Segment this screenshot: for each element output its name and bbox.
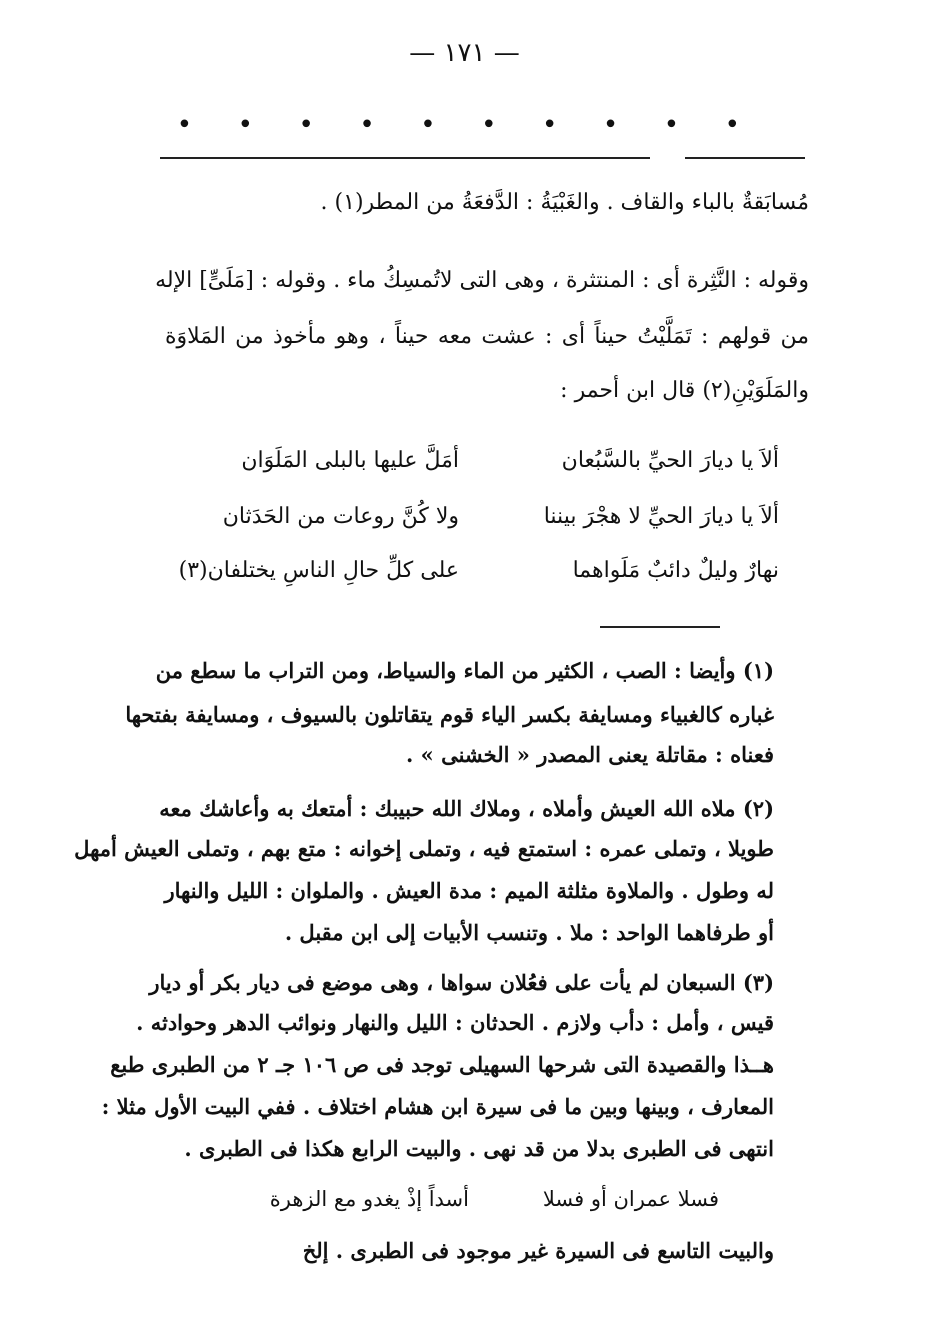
verse-first-hemistich: فسلا عمران أو فسلا [542, 1187, 719, 1211]
verse-second-hemistich: ولا كُنَّ روعات من الحَدَثان [222, 504, 459, 529]
footnote-line: أو طرفاهما الواحد : ملا . وتنسب الأبيات إلى ابن مقبل . [284, 920, 774, 945]
footnote-line: قيس ، وأمل : دأب ولازم . الحدثان : الليل والنهار ونوائب الدهر وحوادثه . [136, 1010, 774, 1035]
footnote-line: انتهى فى الطبرى بدلا من قد نهى . والبيت الرابع هكذا فى الطبرى . [184, 1136, 774, 1161]
dot: • [663, 110, 680, 140]
text-line: والمَلَوَيْنِ(٢) قال ابن أحمر : [560, 378, 809, 403]
dot: • [420, 110, 436, 140]
dot: • [237, 110, 253, 140]
dot: • [176, 110, 193, 140]
footnote-separator [600, 626, 720, 628]
dot: • [359, 110, 375, 140]
header-rule [685, 157, 805, 159]
footnote-line: (٣) السبعان لم يأت على فعُلان سواها ، وهى موضع فى ديار بكر أو ديار [149, 970, 774, 995]
verse-second-hemistich: أسداً إذْ يغدو مع الزهرة [269, 1187, 469, 1211]
dot: • [724, 110, 740, 140]
dot: • [481, 110, 497, 140]
dot: • [602, 110, 619, 140]
dots-ornament [176, 110, 740, 140]
footnote-line: فعناه : مقاتلة يعنى المصدر « الخشنى » . [406, 742, 774, 767]
page-number: — ١٧١ — [409, 38, 520, 68]
header-rule [160, 157, 650, 159]
verse-first-hemistich: ألاَ يا ديارَ الحيِّ لا هجْرَ بيننا [543, 504, 779, 529]
footnote-line: طويلا ، وتملى عمره : استمتع فيه ، وتملى إخوانه : متع بهم ، وتملى العيش أمهل [74, 836, 774, 861]
verse-second-hemistich: على كلِّ حالِ الناسِ يختلفان(٣) [178, 558, 459, 583]
text-line: وقوله : النَّثِرة أى : المنتثرة ، وهى التى لاتُمسِكُ ماء . وقوله : [مَلَىٍّ] الإله [155, 268, 809, 293]
footnote-line: المعارف ، وبينها وبين ما فى سيرة ابن هشام اختلاف . ففي البيت الأول مثلا : [101, 1094, 774, 1119]
footnote-line: له وطول . والملاوة مثلثة الميم : مدة العيش . والملوان : الليل والنهار [164, 878, 774, 903]
dot: • [298, 110, 314, 140]
verse-first-hemistich: نهارٌ وليلٌ دائبٌ مَلَواهما [572, 558, 779, 583]
verse-first-hemistich: ألاَ يا ديارَ الحيِّ بالسَّبُعان [561, 448, 779, 473]
footnote-line: هــذا والقصيدة التى شرحها السهيلى توجد فى ص ١٠٦ جـ ٢ من الطبرى طبع [110, 1052, 774, 1077]
verse-second-hemistich: أمَلَّ عليها بالبلى المَلَوَان [241, 448, 459, 473]
footnote-line: (٢) ملاه الله العيش وأملاه ، وملاك الله حبيبك : أمتعك به وأعاشك معه [159, 796, 774, 821]
footnote-line: والبيت التاسع فى السيرة غير موجود فى الطبرى . إلخ [302, 1238, 774, 1263]
dot: • [542, 110, 558, 140]
footnote-line: (١) وأيضا : الصب ، الكثير من الماء والسياط، ومن التراب ما سطع من [155, 658, 774, 683]
text-line: مُسابَقةٌ بالباء والقاف . والغَبْيَةُ : الدَّفعَةُ من المطر(١) . [320, 190, 809, 215]
footnote-line: غباره كالغبياء ومسايفة بكسر الياء قوم يتقاتلون بالسيوف ، ومسايفة بفتحها [125, 702, 774, 727]
text-line: من قولهم : تَمَلَّيْتُ حيناً أى : عشت معه حيناً ، وهو مأخوذ من المَلاوَة [165, 324, 809, 349]
